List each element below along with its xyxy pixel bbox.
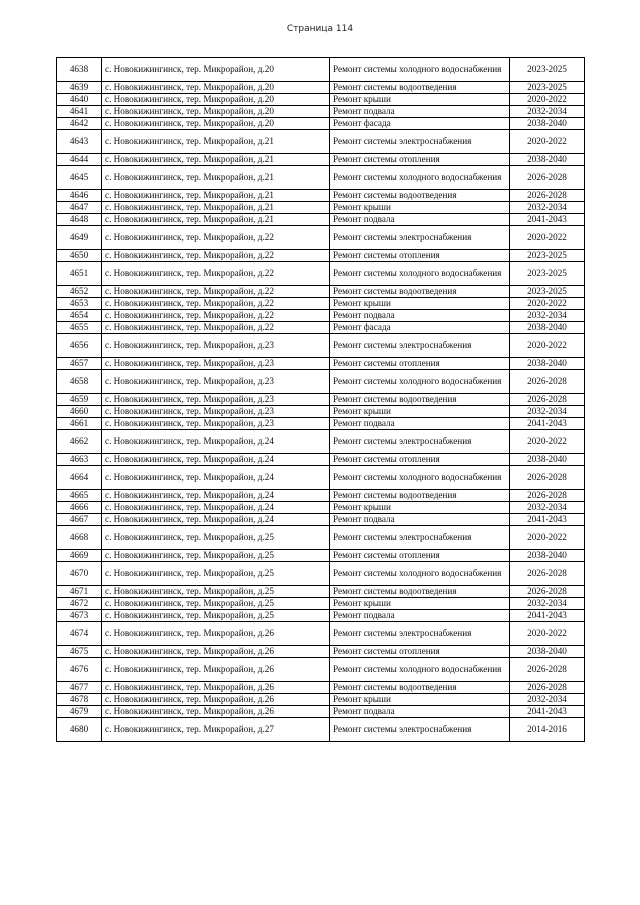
work-type-cell: Ремонт системы водоотведения <box>330 190 510 202</box>
row-number: 4677 <box>57 682 102 694</box>
work-type-cell: Ремонт подвала <box>330 418 510 430</box>
row-number: 4647 <box>57 202 102 214</box>
row-number: 4659 <box>57 394 102 406</box>
period-cell: 2026-2028 <box>510 466 585 490</box>
work-type-cell: Ремонт системы электроснабжения <box>330 226 510 250</box>
work-type-cell: Ремонт системы отопления <box>330 358 510 370</box>
work-type-cell: Ремонт системы водоотведения <box>330 394 510 406</box>
work-type-cell: Ремонт подвала <box>330 514 510 526</box>
row-number: 4651 <box>57 262 102 286</box>
row-number: 4680 <box>57 718 102 742</box>
work-type-cell: Ремонт системы холодного водоснабжения <box>330 166 510 190</box>
address-cell: с. Новокижингинск, тер. Микрорайон, д.21 <box>102 202 330 214</box>
period-cell: 2026-2028 <box>510 370 585 394</box>
work-type-cell: Ремонт системы электроснабжения <box>330 622 510 646</box>
address-cell: с. Новокижингинск, тер. Микрорайон, д.20 <box>102 118 330 130</box>
period-cell: 2038-2040 <box>510 322 585 334</box>
work-type-cell: Ремонт системы холодного водоснабжения <box>330 466 510 490</box>
period-cell: 2020-2022 <box>510 130 585 154</box>
table-row <box>57 430 585 454</box>
row-number: 4643 <box>57 130 102 154</box>
address-cell: с. Новокижингинск, тер. Микрорайон, д.21 <box>102 154 330 166</box>
table-row <box>57 622 585 646</box>
row-number: 4645 <box>57 166 102 190</box>
table-row <box>57 226 585 250</box>
address-cell: с. Новокижингинск, тер. Микрорайон, д.21 <box>102 166 330 190</box>
address-cell: с. Новокижингинск, тер. Микрорайон, д.25 <box>102 562 330 586</box>
row-number: 4661 <box>57 418 102 430</box>
work-type-cell: Ремонт системы электроснабжения <box>330 526 510 550</box>
work-type-cell: Ремонт системы водоотведения <box>330 286 510 298</box>
work-type-cell: Ремонт системы водоотведения <box>330 490 510 502</box>
work-type-cell: Ремонт системы электроснабжения <box>330 718 510 742</box>
row-number: 4644 <box>57 154 102 166</box>
table-row <box>57 130 585 154</box>
table-body <box>57 58 585 742</box>
work-type-cell: Ремонт крыши <box>330 598 510 610</box>
work-type-cell: Ремонт подвала <box>330 310 510 322</box>
period-cell: 2032-2034 <box>510 598 585 610</box>
address-cell: с. Новокижингинск, тер. Микрорайон, д.21 <box>102 214 330 226</box>
row-number: 4675 <box>57 646 102 658</box>
table-row <box>57 502 585 514</box>
address-cell: с. Новокижингинск, тер. Микрорайон, д.26 <box>102 658 330 682</box>
table-row <box>57 106 585 118</box>
row-number: 4648 <box>57 214 102 226</box>
work-type-cell: Ремонт системы холодного водоснабжения <box>330 58 510 82</box>
address-cell: с. Новокижингинск, тер. Микрорайон, д.24 <box>102 514 330 526</box>
table-row <box>57 58 585 82</box>
row-number: 4673 <box>57 610 102 622</box>
row-number: 4670 <box>57 562 102 586</box>
table-row <box>57 322 585 334</box>
table-row <box>57 370 585 394</box>
row-number: 4674 <box>57 622 102 646</box>
address-cell: с. Новокижингинск, тер. Микрорайон, д.23 <box>102 334 330 358</box>
period-cell: 2026-2028 <box>510 166 585 190</box>
page-header: Страница 114 <box>286 24 354 34</box>
period-cell: 2014-2016 <box>510 718 585 742</box>
period-cell: 2041-2043 <box>510 706 585 718</box>
table-row <box>57 166 585 190</box>
period-cell: 2041-2043 <box>510 514 585 526</box>
address-cell: с. Новокижингинск, тер. Микрорайон, д.23 <box>102 358 330 370</box>
table-row <box>57 646 585 658</box>
address-cell: с. Новокижингинск, тер. Микрорайон, д.22 <box>102 262 330 286</box>
period-cell: 2020-2022 <box>510 430 585 454</box>
address-cell: с. Новокижингинск, тер. Микрорайон, д.24 <box>102 430 330 454</box>
address-cell: с. Новокижингинск, тер. Микрорайон, д.20 <box>102 82 330 94</box>
row-number: 4679 <box>57 706 102 718</box>
period-cell: 2038-2040 <box>510 454 585 466</box>
address-cell: с. Новокижингинск, тер. Микрорайон, д.22 <box>102 250 330 262</box>
row-number: 4639 <box>57 82 102 94</box>
address-cell: с. Новокижингинск, тер. Микрорайон, д.22 <box>102 226 330 250</box>
address-cell: с. Новокижингинск, тер. Микрорайон, д.22 <box>102 298 330 310</box>
table-row <box>57 694 585 706</box>
work-type-cell: Ремонт крыши <box>330 502 510 514</box>
period-cell: 2026-2028 <box>510 586 585 598</box>
row-number: 4664 <box>57 466 102 490</box>
period-cell: 2026-2028 <box>510 562 585 586</box>
work-type-cell: Ремонт системы холодного водоснабжения <box>330 370 510 394</box>
work-type-cell: Ремонт крыши <box>330 202 510 214</box>
table-row <box>57 466 585 490</box>
address-cell: с. Новокижингинск, тер. Микрорайон, д.26 <box>102 694 330 706</box>
address-cell: с. Новокижингинск, тер. Микрорайон, д.25 <box>102 550 330 562</box>
table-row <box>57 562 585 586</box>
address-cell: с. Новокижингинск, тер. Микрорайон, д.25 <box>102 610 330 622</box>
table-row <box>57 334 585 358</box>
row-number: 4658 <box>57 370 102 394</box>
row-number: 4642 <box>57 118 102 130</box>
address-cell: с. Новокижингинск, тер. Микрорайон, д.24 <box>102 466 330 490</box>
row-number: 4676 <box>57 658 102 682</box>
table-row <box>57 118 585 130</box>
period-cell: 2038-2040 <box>510 358 585 370</box>
row-number: 4662 <box>57 430 102 454</box>
work-type-cell: Ремонт крыши <box>330 298 510 310</box>
address-cell: с. Новокижингинск, тер. Микрорайон, д.23 <box>102 394 330 406</box>
work-type-cell: Ремонт системы отопления <box>330 454 510 466</box>
address-cell: с. Новокижингинск, тер. Микрорайон, д.23 <box>102 370 330 394</box>
table-row <box>57 286 585 298</box>
period-cell: 2032-2034 <box>510 694 585 706</box>
row-number: 4649 <box>57 226 102 250</box>
address-cell: с. Новокижингинск, тер. Микрорайон, д.22 <box>102 310 330 322</box>
period-cell: 2032-2034 <box>510 106 585 118</box>
table-row <box>57 406 585 418</box>
work-type-cell: Ремонт системы холодного водоснабжения <box>330 658 510 682</box>
row-number: 4660 <box>57 406 102 418</box>
work-type-cell: Ремонт подвала <box>330 706 510 718</box>
row-number: 4669 <box>57 550 102 562</box>
row-number: 4671 <box>57 586 102 598</box>
period-cell: 2032-2034 <box>510 406 585 418</box>
table-row <box>57 154 585 166</box>
table-row <box>57 394 585 406</box>
table-row <box>57 358 585 370</box>
address-cell: с. Новокижингинск, тер. Микрорайон, д.20 <box>102 94 330 106</box>
address-cell: с. Новокижингинск, тер. Микрорайон, д.22 <box>102 286 330 298</box>
period-cell: 2023-2025 <box>510 82 585 94</box>
period-cell: 2032-2034 <box>510 202 585 214</box>
address-cell: с. Новокижингинск, тер. Микрорайон, д.24 <box>102 454 330 466</box>
work-type-cell: Ремонт системы отопления <box>330 154 510 166</box>
row-number: 4641 <box>57 106 102 118</box>
table-row <box>57 94 585 106</box>
table-row <box>57 610 585 622</box>
period-cell: 2041-2043 <box>510 214 585 226</box>
table-row <box>57 550 585 562</box>
row-number: 4652 <box>57 286 102 298</box>
address-cell: с. Новокижингинск, тер. Микрорайон, д.21 <box>102 190 330 202</box>
table-row <box>57 82 585 94</box>
address-cell: с. Новокижингинск, тер. Микрорайон, д.27 <box>102 718 330 742</box>
address-cell: с. Новокижингинск, тер. Микрорайон, д.25 <box>102 598 330 610</box>
table-row <box>57 298 585 310</box>
table-row <box>57 214 585 226</box>
table-row <box>57 658 585 682</box>
period-cell: 2020-2022 <box>510 94 585 106</box>
work-type-cell: Ремонт системы водоотведения <box>330 586 510 598</box>
period-cell: 2026-2028 <box>510 682 585 694</box>
period-cell: 2026-2028 <box>510 394 585 406</box>
period-cell: 2038-2040 <box>510 646 585 658</box>
table-row <box>57 190 585 202</box>
period-cell: 2032-2034 <box>510 310 585 322</box>
period-cell: 2038-2040 <box>510 154 585 166</box>
row-number: 4668 <box>57 526 102 550</box>
table-row <box>57 706 585 718</box>
work-type-cell: Ремонт системы отопления <box>330 250 510 262</box>
table-row <box>57 586 585 598</box>
period-cell: 2026-2028 <box>510 658 585 682</box>
row-number: 4646 <box>57 190 102 202</box>
work-type-cell: Ремонт фасада <box>330 322 510 334</box>
row-number: 4678 <box>57 694 102 706</box>
address-cell: с. Новокижингинск, тер. Микрорайон, д.24 <box>102 502 330 514</box>
table-row <box>57 682 585 694</box>
period-cell: 2020-2022 <box>510 226 585 250</box>
table-row <box>57 454 585 466</box>
period-cell: 2020-2022 <box>510 526 585 550</box>
row-number: 4650 <box>57 250 102 262</box>
repair-schedule-table <box>56 57 585 742</box>
work-type-cell: Ремонт подвала <box>330 610 510 622</box>
table-row <box>57 250 585 262</box>
address-cell: с. Новокижингинск, тер. Микрорайон, д.20 <box>102 106 330 118</box>
period-cell: 2032-2034 <box>510 502 585 514</box>
row-number: 4665 <box>57 490 102 502</box>
row-number: 4638 <box>57 58 102 82</box>
row-number: 4666 <box>57 502 102 514</box>
address-cell: с. Новокижингинск, тер. Микрорайон, д.24 <box>102 490 330 502</box>
period-cell: 2023-2025 <box>510 58 585 82</box>
work-type-cell: Ремонт системы электроснабжения <box>330 334 510 358</box>
row-number: 4654 <box>57 310 102 322</box>
period-cell: 2020-2022 <box>510 334 585 358</box>
period-cell: 2023-2025 <box>510 286 585 298</box>
row-number: 4640 <box>57 94 102 106</box>
row-number: 4657 <box>57 358 102 370</box>
address-cell: с. Новокижингинск, тер. Микрорайон, д.21 <box>102 130 330 154</box>
work-type-cell: Ремонт системы электроснабжения <box>330 130 510 154</box>
work-type-cell: Ремонт крыши <box>330 694 510 706</box>
work-type-cell: Ремонт крыши <box>330 94 510 106</box>
work-type-cell: Ремонт подвала <box>330 106 510 118</box>
period-cell: 2026-2028 <box>510 490 585 502</box>
table-row <box>57 526 585 550</box>
address-cell: с. Новокижингинск, тер. Микрорайон, д.25 <box>102 526 330 550</box>
address-cell: с. Новокижингинск, тер. Микрорайон, д.26 <box>102 622 330 646</box>
period-cell: 2041-2043 <box>510 610 585 622</box>
address-cell: с. Новокижингинск, тер. Микрорайон, д.26 <box>102 706 330 718</box>
address-cell: с. Новокижингинск, тер. Микрорайон, д.26 <box>102 646 330 658</box>
row-number: 4663 <box>57 454 102 466</box>
table-row <box>57 514 585 526</box>
period-cell: 2023-2025 <box>510 250 585 262</box>
table-row <box>57 202 585 214</box>
period-cell: 2038-2040 <box>510 118 585 130</box>
address-cell: с. Новокижингинск, тер. Микрорайон, д.23 <box>102 406 330 418</box>
work-type-cell: Ремонт системы холодного водоснабжения <box>330 262 510 286</box>
row-number: 4655 <box>57 322 102 334</box>
work-type-cell: Ремонт подвала <box>330 214 510 226</box>
table-row <box>57 490 585 502</box>
period-cell: 2023-2025 <box>510 262 585 286</box>
address-cell: с. Новокижингинск, тер. Микрорайон, д.25 <box>102 586 330 598</box>
address-cell: с. Новокижингинск, тер. Микрорайон, д.23 <box>102 418 330 430</box>
table-row <box>57 718 585 742</box>
work-type-cell: Ремонт системы отопления <box>330 646 510 658</box>
table-row <box>57 598 585 610</box>
period-cell: 2026-2028 <box>510 190 585 202</box>
period-cell: 2038-2040 <box>510 550 585 562</box>
work-type-cell: Ремонт системы холодного водоснабжения <box>330 562 510 586</box>
work-type-cell: Ремонт системы водоотведения <box>330 682 510 694</box>
table-row <box>57 310 585 322</box>
work-type-cell: Ремонт системы водоотведения <box>330 82 510 94</box>
row-number: 4653 <box>57 298 102 310</box>
work-type-cell: Ремонт системы отопления <box>330 550 510 562</box>
address-cell: с. Новокижингинск, тер. Микрорайон, д.22 <box>102 322 330 334</box>
period-cell: 2020-2022 <box>510 622 585 646</box>
table-row <box>57 262 585 286</box>
row-number: 4667 <box>57 514 102 526</box>
work-type-cell: Ремонт системы электроснабжения <box>330 430 510 454</box>
row-number: 4656 <box>57 334 102 358</box>
period-cell: 2041-2043 <box>510 418 585 430</box>
address-cell: с. Новокижингинск, тер. Микрорайон, д.20 <box>102 58 330 82</box>
table-row <box>57 418 585 430</box>
address-cell: с. Новокижингинск, тер. Микрорайон, д.26 <box>102 682 330 694</box>
period-cell: 2020-2022 <box>510 298 585 310</box>
row-number: 4672 <box>57 598 102 610</box>
work-type-cell: Ремонт крыши <box>330 406 510 418</box>
work-type-cell: Ремонт фасада <box>330 118 510 130</box>
